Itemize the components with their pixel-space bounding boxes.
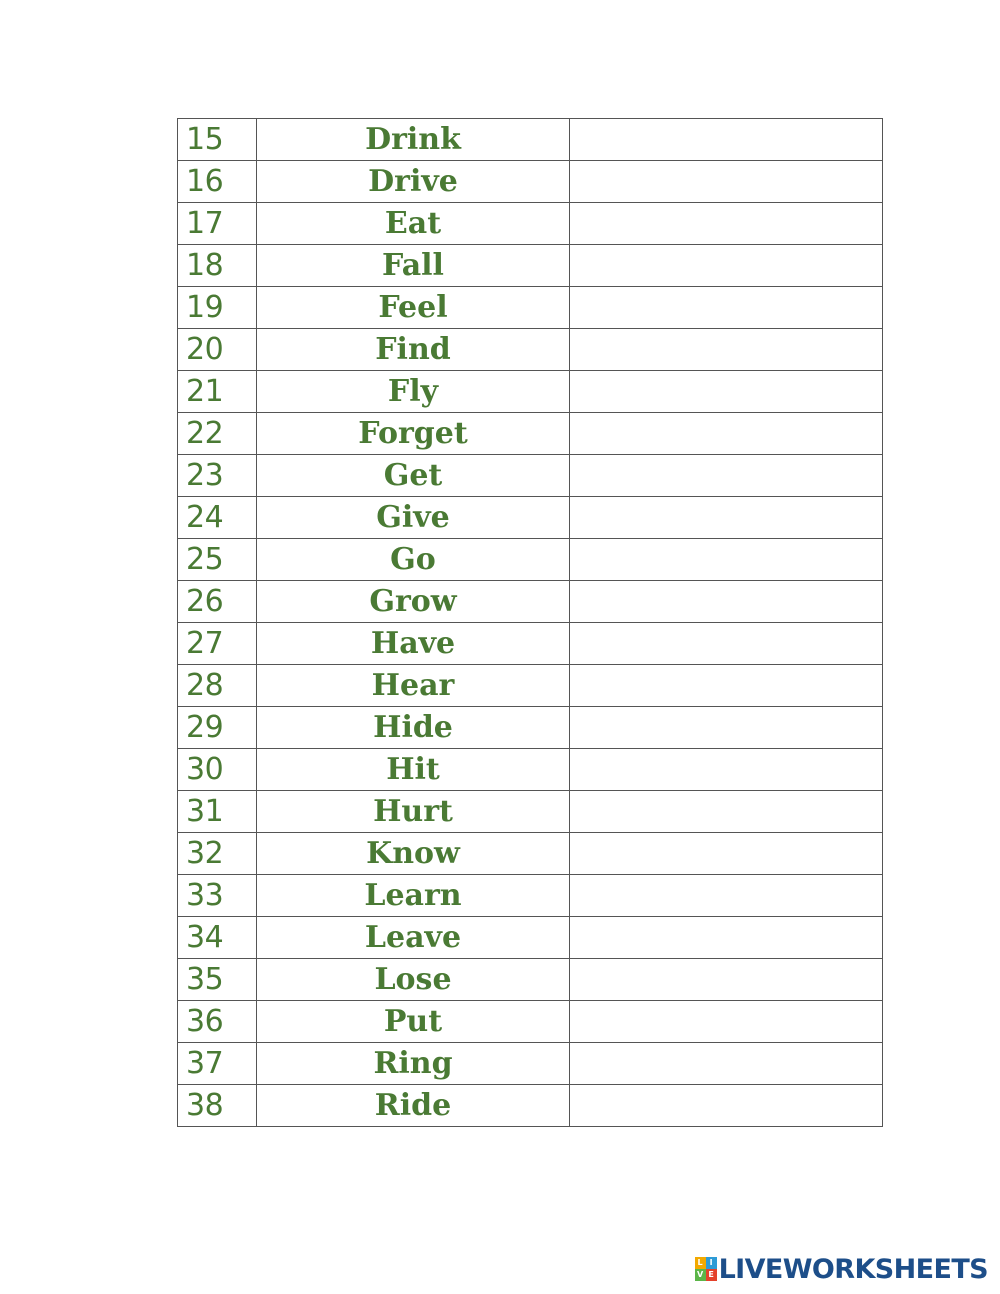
table-row — [178, 497, 883, 539]
table-row — [178, 245, 883, 287]
answer-field[interactable] — [570, 1043, 883, 1085]
table-row — [178, 329, 883, 371]
answer-field[interactable] — [570, 497, 883, 539]
table-row — [178, 791, 883, 833]
table-row — [178, 665, 883, 707]
verb-word: Lose — [257, 959, 570, 1001]
verb-word: Hear — [257, 665, 570, 707]
table-row — [178, 1043, 883, 1085]
answer-field[interactable] — [570, 707, 883, 749]
verb-word: Feel — [257, 287, 570, 329]
table-row — [178, 455, 883, 497]
table-row — [178, 539, 883, 581]
row-number: 15 — [178, 119, 257, 161]
row-number: 28 — [178, 665, 257, 707]
answer-field[interactable] — [570, 665, 883, 707]
row-number: 24 — [178, 497, 257, 539]
answer-field[interactable] — [570, 749, 883, 791]
verb-word: Find — [257, 329, 570, 371]
row-number: 37 — [178, 1043, 257, 1085]
table-row — [178, 581, 883, 623]
table-row — [178, 707, 883, 749]
verb-word: Get — [257, 455, 570, 497]
verb-word: Fall — [257, 245, 570, 287]
row-number: 16 — [178, 161, 257, 203]
logo-square: V — [695, 1269, 706, 1281]
row-number: 27 — [178, 623, 257, 665]
table-row — [178, 623, 883, 665]
row-number: 19 — [178, 287, 257, 329]
answer-field[interactable] — [570, 119, 883, 161]
table-row — [178, 749, 883, 791]
answer-field[interactable] — [570, 1085, 883, 1127]
verb-table-body — [178, 119, 883, 1127]
verb-word: Know — [257, 833, 570, 875]
row-number: 18 — [178, 245, 257, 287]
table-row — [178, 917, 883, 959]
verb-word: Ring — [257, 1043, 570, 1085]
answer-field[interactable] — [570, 455, 883, 497]
answer-field[interactable] — [570, 791, 883, 833]
row-number: 36 — [178, 1001, 257, 1043]
answer-field[interactable] — [570, 203, 883, 245]
table-row — [178, 959, 883, 1001]
answer-field[interactable] — [570, 329, 883, 371]
verb-word: Go — [257, 539, 570, 581]
answer-field[interactable] — [570, 623, 883, 665]
logo-square: L — [695, 1257, 706, 1269]
row-number: 22 — [178, 413, 257, 455]
table-row — [178, 875, 883, 917]
answer-field[interactable] — [570, 959, 883, 1001]
verb-word: Grow — [257, 581, 570, 623]
row-number: 33 — [178, 875, 257, 917]
table-row — [178, 161, 883, 203]
table-row — [178, 413, 883, 455]
logo-square: E — [706, 1269, 717, 1281]
row-number: 17 — [178, 203, 257, 245]
row-number: 32 — [178, 833, 257, 875]
answer-field[interactable] — [570, 917, 883, 959]
logo-square: I — [706, 1257, 717, 1269]
verb-word: Learn — [257, 875, 570, 917]
row-number: 34 — [178, 917, 257, 959]
row-number: 20 — [178, 329, 257, 371]
verb-table — [177, 118, 883, 1127]
verb-word: Give — [257, 497, 570, 539]
answer-field[interactable] — [570, 413, 883, 455]
liveworksheets-brand — [695, 1254, 988, 1284]
verb-word: Eat — [257, 203, 570, 245]
row-number: 25 — [178, 539, 257, 581]
verb-word: Hit — [257, 749, 570, 791]
row-number: 38 — [178, 1085, 257, 1127]
answer-field[interactable] — [570, 539, 883, 581]
answer-field[interactable] — [570, 833, 883, 875]
verb-word: Hide — [257, 707, 570, 749]
verb-word: Leave — [257, 917, 570, 959]
answer-field[interactable] — [570, 875, 883, 917]
answer-field[interactable] — [570, 287, 883, 329]
table-row — [178, 1001, 883, 1043]
table-row — [178, 119, 883, 161]
verb-word: Drink — [257, 119, 570, 161]
table-row — [178, 833, 883, 875]
table-row — [178, 203, 883, 245]
row-number: 26 — [178, 581, 257, 623]
row-number: 29 — [178, 707, 257, 749]
verb-word: Hurt — [257, 791, 570, 833]
verb-word: Put — [257, 1001, 570, 1043]
liveworksheets-logo-icon — [695, 1257, 717, 1281]
verb-word: Ride — [257, 1085, 570, 1127]
table-row — [178, 371, 883, 413]
verb-word: Forget — [257, 413, 570, 455]
brand-name: LIVEWORKSHEETS — [718, 1253, 988, 1285]
verb-word: Drive — [257, 161, 570, 203]
row-number: 31 — [178, 791, 257, 833]
answer-field[interactable] — [570, 1001, 883, 1043]
row-number: 23 — [178, 455, 257, 497]
answer-field[interactable] — [570, 245, 883, 287]
row-number: 30 — [178, 749, 257, 791]
verb-word: Fly — [257, 371, 570, 413]
answer-field[interactable] — [570, 371, 883, 413]
answer-field[interactable] — [570, 581, 883, 623]
table-row — [178, 1085, 883, 1127]
verb-word: Have — [257, 623, 570, 665]
row-number: 21 — [178, 371, 257, 413]
answer-field[interactable] — [570, 161, 883, 203]
row-number: 35 — [178, 959, 257, 1001]
table-row — [178, 287, 883, 329]
